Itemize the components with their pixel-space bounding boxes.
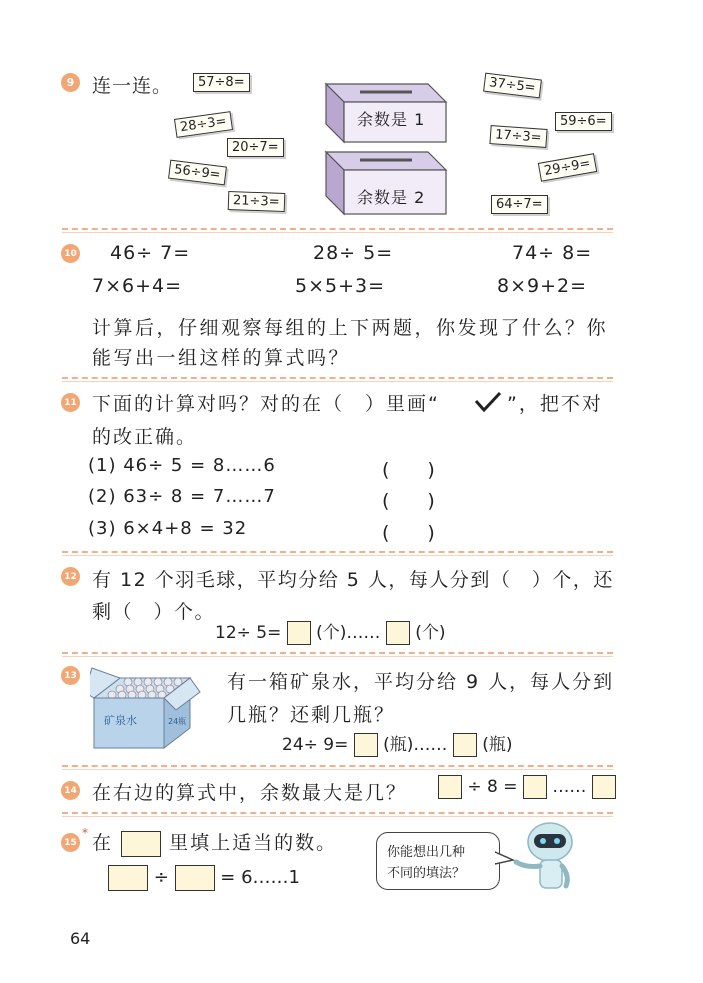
question-number-9: 9 [61,73,80,92]
division-card[interactable]: 59÷6= [555,112,612,131]
division-card[interactable]: 37÷5= [483,73,542,99]
question-number-15: 15 [61,833,80,852]
q15-text-part: 在 [92,832,114,854]
answer-box[interactable] [592,775,616,799]
q12-eq-part: 12÷ 5= [215,623,282,643]
equation: 74÷ 8= [512,242,593,264]
q10-instruction-line2: 能写出一组这样的算式吗？ [92,347,351,369]
q15-eq-part: = 6……1 [220,867,301,888]
question-number-10: 10 [61,244,80,263]
equation: 8×9+2= [497,275,588,297]
question-number-14: 14 [61,781,80,800]
division-card[interactable]: 20÷7= [227,138,284,157]
speech-bubble [376,832,500,890]
equation: 5×5+3= [295,275,386,297]
division-card[interactable]: 29÷9= [538,153,597,182]
division-card[interactable]: 21÷3= [228,191,285,212]
q13-eq-part: 24÷ 9= [282,735,349,755]
division-card[interactable]: 57÷8= [193,73,250,92]
crate-count: 24瓶 [168,717,187,726]
water-crate-illustration [90,662,202,754]
robot-icon [508,820,580,892]
question-number-13: 13 [61,666,80,685]
section-divider [62,377,613,379]
star-marker-icon: * [82,826,88,840]
q15-eq-part: ÷ [153,867,169,888]
answer-box[interactable] [438,775,462,799]
answer-box [121,831,161,857]
q9-title: 连一连。 [92,75,173,97]
q11-item-2: (2) 63÷ 8 = 7……7 [88,486,276,507]
q13-equation [282,730,513,757]
question-number-11: 11 [61,393,80,412]
answer-paren[interactable]: ( ) [382,459,435,481]
q14-eq-part: ÷ 8 = [467,777,518,797]
bubble-text-line1: 你能想出几种 [387,845,466,860]
q12-text-line2: 剩（ ）个。 [92,601,216,623]
crate-label: 矿泉水 [104,714,137,727]
box-label-remainder-1: 余数是 1 [357,110,426,129]
division-card[interactable]: 28÷3= [174,111,233,138]
answer-paren[interactable]: ( ) [382,522,435,544]
answer-box[interactable] [175,865,215,891]
answer-box[interactable] [354,733,378,757]
q15-equation [108,865,300,891]
q14-equation [438,775,616,799]
equation: 28÷ 5= [313,242,394,264]
section-divider [62,765,613,767]
answer-box[interactable] [287,621,311,645]
answer-box[interactable] [386,621,410,645]
answer-paren[interactable]: ( ) [382,490,435,512]
q11-instruction-line2: 的改正确。 [92,426,198,448]
equation: 46÷ 7= [110,242,191,264]
check-mark-icon [473,390,503,414]
equation: 7×6+4= [92,275,183,297]
q14-eq-part: …… [552,777,587,797]
page-number: 64 [70,929,91,948]
q13-eq-part: (瓶) [482,735,513,755]
q15-instruction [92,828,337,857]
box-label-remainder-2: 余数是 2 [357,188,426,207]
q13-text-line2: 几瓶？还剩几瓶？ [227,704,396,726]
section-divider [62,652,613,654]
bubble-text-line2: 不同的填法？ [387,866,466,881]
q11-instruction-part1: 下面的计算对吗？对的在（ ）里画“ [92,393,440,415]
q13-text-line1: 有一箱矿泉水，平均分给 9 人，每人分到 [227,671,615,693]
q11-item-3: (3) 6×4+8 = 32 [88,518,248,539]
q11-item-1: (1) 46÷ 5 = 8……6 [88,455,276,476]
section-divider [62,812,613,814]
division-card[interactable]: 56÷9= [168,160,227,186]
q14-text: 在右边的算式中，余数最大是几？ [92,782,408,804]
q12-equation [215,618,446,645]
q15-text-part: 里填上适当的数。 [169,832,338,854]
division-card[interactable]: 64÷7= [491,195,548,214]
q12-eq-part: (个) [415,623,446,643]
q12-text-line1: 有 12 个羽毛球，平均分给 5 人，每人分到（ ）个，还 [92,569,614,591]
q12-eq-part: (个)…… [316,623,381,643]
section-divider [62,551,613,553]
q11-instruction-part2: ”，把不对 [507,393,603,415]
answer-box[interactable] [523,775,547,799]
question-number-12: 12 [61,567,80,586]
division-card[interactable]: 17÷3= [489,125,547,148]
answer-box[interactable] [108,865,148,891]
answer-box[interactable] [453,733,477,757]
q10-instruction-line1: 计算后，仔细观察每组的上下两题，你发现了什么？你 [92,317,609,339]
section-divider [62,228,613,230]
q13-eq-part: (瓶)…… [383,735,448,755]
